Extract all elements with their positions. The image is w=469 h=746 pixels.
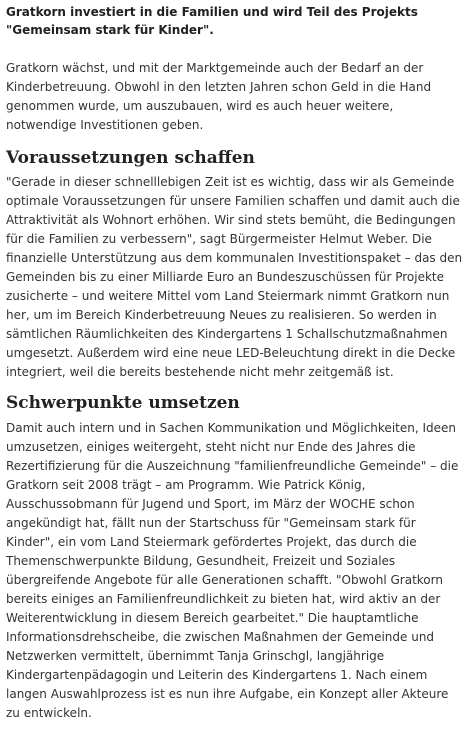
article-lead: Gratkorn investiert in die Familien und wird Teil des Projekts "Gemeinsam stark für Kinder". xyxy=(6,5,418,37)
section-body-voraussetzungen: "Gerade in dieser schnelllebigen Zeit ist es wichtig, dass wir als Gemeinde optimale Voraussetzungen für unsere Familien schaffen und damit auch die Attraktivität als Wohnort erhöhen. Wir sind stets bemüht, die Bedingungen für die Familien zu verbessern", sagt Bürgermeister Helmut Weber. Die finanzielle Unterstützung aus dem kommunalen Investitionspaket – das den Gemeinden bis zu einer Milliarde Euro an Bundeszuschüssen für Projekte zusicherte – und weitere Mittel vom Land Steiermark nimmt Gratkorn nun her, um im Bereich Kinderbetreuung Neues zu realisieren. So werden in sämtlichen Räumlichkeiten des Kindergartens 1 Schallschutzmaßnahmen umgesetzt. Außerdem wird eine neue LED-Beleuchtung direkt in die Decke integriert, weil die bereits bestehende nicht mehr zeitgemäß ist. xyxy=(6,175,463,379)
section-heading-voraussetzungen: Voraussetzungen schaffen xyxy=(6,148,255,168)
section-body-schwerpunkte: Damit auch intern und in Sachen Kommunikation und Möglichkeiten, Ideen umzusetzen, einiges weitergeht, steht nicht nur Ende des Jahres die Rezertifizierung für die Auszeichnung "familienfreundliche Gemeinde" – die Gratkorn seit 2008 trägt – am Programm. Wie Patrick König, Ausschussobmann für Jugend und Sport, im März der WOCHE schon angekündigt hat, fällt nun der Startschuss für "Gemeinsam stark für Kinder", ein vom Land Steiermark gefördertes Projekt, das durch die Themenschwerpunkte Bildung, Gesundheit, Freizeit und Soziales übergreifende Angebote für alle Generationen schafft. "Obwohl Gratkorn bereits einiges an Familienfreundlichkeit zu bieten hat, wird aktiv an der Weiterentwicklung in diesem Bereich gearbeitet." Die hauptamtliche Informationsdrehscheibe, die zwischen Maßnahmen der Gemeinde und Netzwerken vermittelt, übernimmt Tanja Grinschgl, langjährige Kindergartenpädagogin und Leiterin des Kindergartens 1. Nach einem langen Auswahlprozess ist es nun ihre Aufgabe, ein Konzept aller Akteure zu entwickeln. xyxy=(6,421,459,720)
section-heading-schwerpunkte: Schwerpunkte umsetzen xyxy=(6,393,240,413)
article-intro-paragraph: Gratkorn wächst, und mit der Marktgemeinde auch der Bedarf an der Kinderbetreuung. Obwohl in den letzten Jahren schon Geld in die Hand genommen wurde, um auszubauen, wird es auch heuer weitere, notwendige Investitionen geben. xyxy=(6,61,432,132)
